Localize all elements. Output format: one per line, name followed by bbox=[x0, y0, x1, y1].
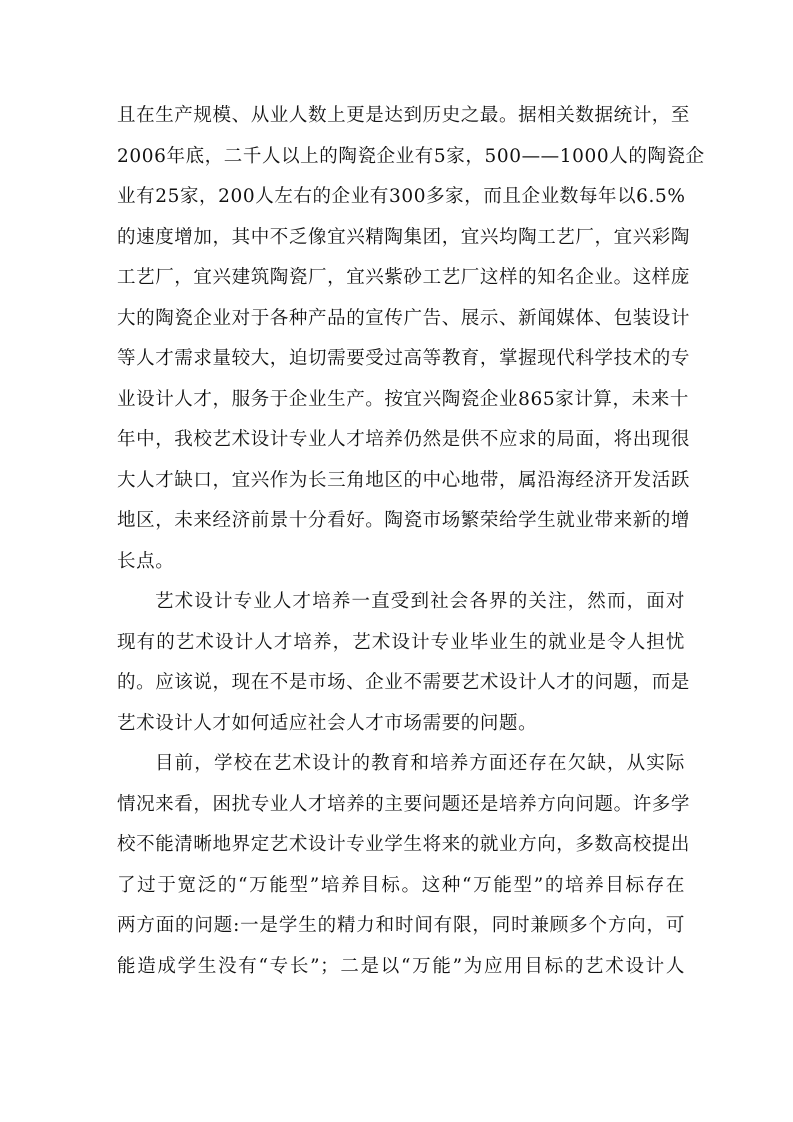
text-line: 等人才需求量较大，迫切需要受过高等教育，掌握现代科学技术的专 bbox=[117, 348, 691, 369]
text-line: 艺术设计人才如何适应社会人才市场需要的问题。 bbox=[117, 712, 538, 734]
text-line: 2006年底，二千人以上的陶瓷企业有5家，500——1000人的陶瓷企 bbox=[117, 145, 705, 167]
text-line: 工艺厂，宜兴建筑陶瓷厂，宜兴紫砂工艺厂这样的知名企业。这样庞 bbox=[117, 267, 691, 288]
paragraph-first-line: 艺术设计专业人才培养一直受到社会各界的关注，然而，面对 bbox=[155, 591, 685, 612]
text-line: 情况来看，困扰专业人才培养的主要问题还是培养方向问题。许多学 bbox=[117, 793, 691, 815]
text-line: 业设计人才，服务于企业生产。按宜兴陶瓷企业865家计算，未来十 bbox=[117, 388, 689, 410]
text-line: 年中，我校艺术设计专业人才培养仍然是供不应求的局面，将出现很 bbox=[117, 429, 691, 450]
text-line: 业有25家，200人左右的企业有300多家，而且企业数每年以6.5% bbox=[117, 186, 686, 207]
text-line: 两方面的问题:一是学生的精力和时间有限，同时兼顾多个方向，可 bbox=[117, 915, 685, 936]
text-line: 的。应该说，现在不是市场、企业不需要艺术设计人才的问题，而是 bbox=[117, 672, 691, 693]
text-line: 且在生产规模、从业人数上更是达到历史之最。据相关数据统计，至 bbox=[117, 105, 691, 126]
text-line: 了过于宽泛的“万能型”培养目标。这种“万能型”的培养目标存在 bbox=[117, 874, 685, 896]
text-line: 现有的艺术设计人才培养，艺术设计专业毕业生的就业是令人担忧 bbox=[117, 631, 685, 653]
text-line: 校不能清晰地界定艺术设计专业学生将来的就业方向，多数高校提出 bbox=[117, 834, 691, 855]
paragraph-first-line: 目前，学校在艺术设计的教育和培养方面还存在欠缺，从实际 bbox=[155, 753, 685, 774]
document-body-text bbox=[117, 96, 705, 987]
text-line: 长点。 bbox=[117, 550, 175, 572]
text-line: 大人才缺口，宜兴作为长三角地区的中心地带，属沿海经济开发活跃 bbox=[117, 469, 691, 491]
text-line: 地区，未来经济前景十分看好。陶瓷市场繁荣给学生就业带来新的增 bbox=[117, 510, 691, 531]
text-line: 能造成学生没有“专长”；二是以“万能”为应用目标的艺术设计人 bbox=[117, 955, 685, 977]
text-line: 的速度增加，其中不乏像宜兴精陶集团，宜兴均陶工艺厂，宜兴彩陶 bbox=[117, 226, 691, 248]
text-line: 大的陶瓷企业对于各种产品的宣传广告、展示、新闻媒体、包装设计 bbox=[117, 307, 691, 329]
